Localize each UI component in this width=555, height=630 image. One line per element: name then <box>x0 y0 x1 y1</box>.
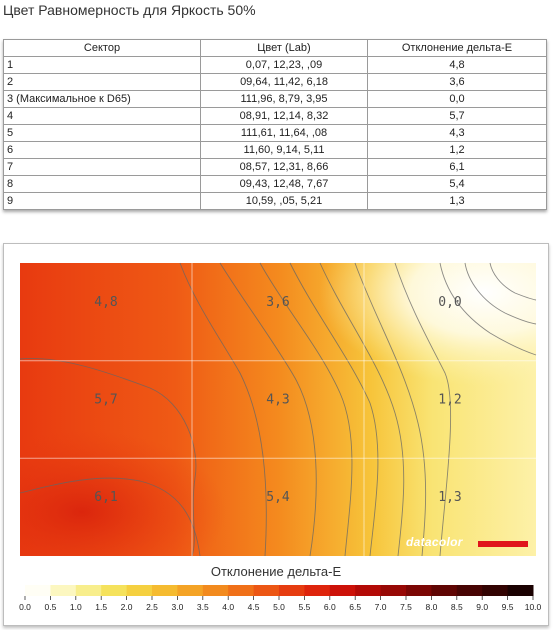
scale-swatch <box>304 585 330 596</box>
table-header-row <box>4 40 547 57</box>
scale-swatch <box>381 585 407 596</box>
column-header-sector: Сектор <box>4 40 201 57</box>
sector-cell: 9 <box>4 193 201 210</box>
scale-tick-label: 5.5 <box>298 602 311 612</box>
delta-e-cell: 1,3 <box>368 193 547 210</box>
lab-cell: 111,61, 11,64, ,08 <box>201 125 368 142</box>
scale-tick-label: 0.5 <box>44 602 57 612</box>
scale-tick-label: 8.0 <box>425 602 438 612</box>
uniformity-heatmap <box>20 263 536 556</box>
lab-cell: 08,91, 12,14, 8,32 <box>201 108 368 125</box>
sector-cell: 5 <box>4 125 201 142</box>
table-row <box>4 176 547 193</box>
table-row <box>4 193 547 210</box>
scale-tick-label: 9.0 <box>476 602 489 612</box>
sector-cell: 3 (Максимальное к D65) <box>4 91 201 108</box>
scale-tick-label: 7.0 <box>374 602 387 612</box>
scale-tick-label: 4.5 <box>247 602 260 612</box>
scale-tick-label: 9.5 <box>501 602 514 612</box>
table-row <box>4 125 547 142</box>
scale-tick-label: 2.0 <box>120 602 133 612</box>
scale-swatch <box>330 585 356 596</box>
scale-tick-label: 3.0 <box>171 602 184 612</box>
sector-value-label: 1,3 <box>438 490 462 506</box>
scale-tick-label: 0.0 <box>19 602 31 612</box>
scale-swatch <box>50 585 76 596</box>
scale-tick-label: 6.0 <box>323 602 336 612</box>
scale-swatch <box>508 585 534 596</box>
uniformity-table <box>3 39 547 210</box>
delta-e-cell: 5,4 <box>368 176 547 193</box>
sector-cell: 1 <box>4 57 201 74</box>
lab-cell: 08,57, 12,31, 8,66 <box>201 159 368 176</box>
sector-cell: 6 <box>4 142 201 159</box>
sector-value-label: 6,1 <box>94 490 118 506</box>
sector-cell: 8 <box>4 176 201 193</box>
sector-value-label: 5,4 <box>266 490 290 506</box>
delta-e-cell: 3,6 <box>368 74 547 91</box>
scale-swatch <box>279 585 305 596</box>
sector-value-label: 0,0 <box>438 294 462 310</box>
delta-e-cell: 4,8 <box>368 57 547 74</box>
scale-tick-label: 5.0 <box>273 602 285 612</box>
delta-e-cell: 1,2 <box>368 142 547 159</box>
scale-swatch <box>228 585 254 596</box>
scale-swatch <box>355 585 381 596</box>
scale-tick-label: 10.0 <box>524 602 542 612</box>
scale-tick-label: 1.5 <box>95 602 108 612</box>
delta-e-cell: 4,3 <box>368 125 547 142</box>
lab-cell: 0,07, 12,23, ,09 <box>201 57 368 74</box>
scale-title: Отклонение дельта-E <box>210 564 342 579</box>
scale-swatch <box>177 585 203 596</box>
delta-e-cell: 6,1 <box>368 159 547 176</box>
table-row <box>4 108 547 125</box>
scale-tick-label: 2.5 <box>146 602 158 612</box>
lab-cell: 111,96, 8,79, 3,95 <box>201 91 368 108</box>
delta-e-color-scale <box>19 582 542 622</box>
scale-swatch <box>254 585 280 596</box>
sector-cell: 2 <box>4 74 201 91</box>
scale-tick-label: 7.5 <box>400 602 412 612</box>
scale-swatch <box>127 585 153 596</box>
scale-swatch <box>76 585 102 596</box>
lab-cell: 10,59, ,05, 5,21 <box>201 193 368 210</box>
scale-swatch <box>25 585 51 596</box>
sector-value-label: 4,8 <box>94 294 118 310</box>
scale-tick-label: 1.0 <box>69 602 82 612</box>
scale-swatch <box>203 585 229 596</box>
sector-value-label: 5,7 <box>94 392 118 408</box>
sector-value-label: 1,2 <box>438 392 462 408</box>
scale-tick-label: 6.5 <box>349 602 362 612</box>
delta-e-cell: 5,7 <box>368 108 547 125</box>
lab-cell: 11,60, 9,14, 5,11 <box>201 142 368 159</box>
scale-swatch <box>101 585 127 596</box>
delta-e-cell: 0,0 <box>368 91 547 108</box>
sector-cell: 4 <box>4 108 201 125</box>
column-header-lab: Цвет (Lab) <box>201 40 368 57</box>
sector-cell: 7 <box>4 159 201 176</box>
scale-tick-label: 8.5 <box>450 602 463 612</box>
logo-red-bar <box>478 541 528 547</box>
table-row <box>4 142 547 159</box>
scale-swatch <box>431 585 457 596</box>
scale-tick-label: 4.0 <box>222 602 235 612</box>
scale-swatch <box>457 585 483 596</box>
lab-cell: 09,43, 12,48, 7,67 <box>201 176 368 193</box>
sector-value-label: 3,6 <box>266 294 290 310</box>
table-row <box>4 74 547 91</box>
table-row <box>4 57 547 74</box>
page-title: Цвет Равномерность для Яркость 50% <box>3 2 256 18</box>
scale-swatch <box>482 585 508 596</box>
table-row <box>4 91 547 108</box>
scale-swatch <box>152 585 178 596</box>
table-row <box>4 159 547 176</box>
datacolor-logo: datacolor <box>406 535 463 549</box>
scale-tick-label: 3.5 <box>196 602 209 612</box>
uniformity-heatmap-panel <box>3 243 549 626</box>
lab-cell: 09,64, 11,42, 6,18 <box>201 74 368 91</box>
sector-value-label: 4,3 <box>266 392 290 408</box>
column-header-delta-e: Отклонение дельта-E <box>368 40 547 57</box>
scale-swatch <box>406 585 432 596</box>
